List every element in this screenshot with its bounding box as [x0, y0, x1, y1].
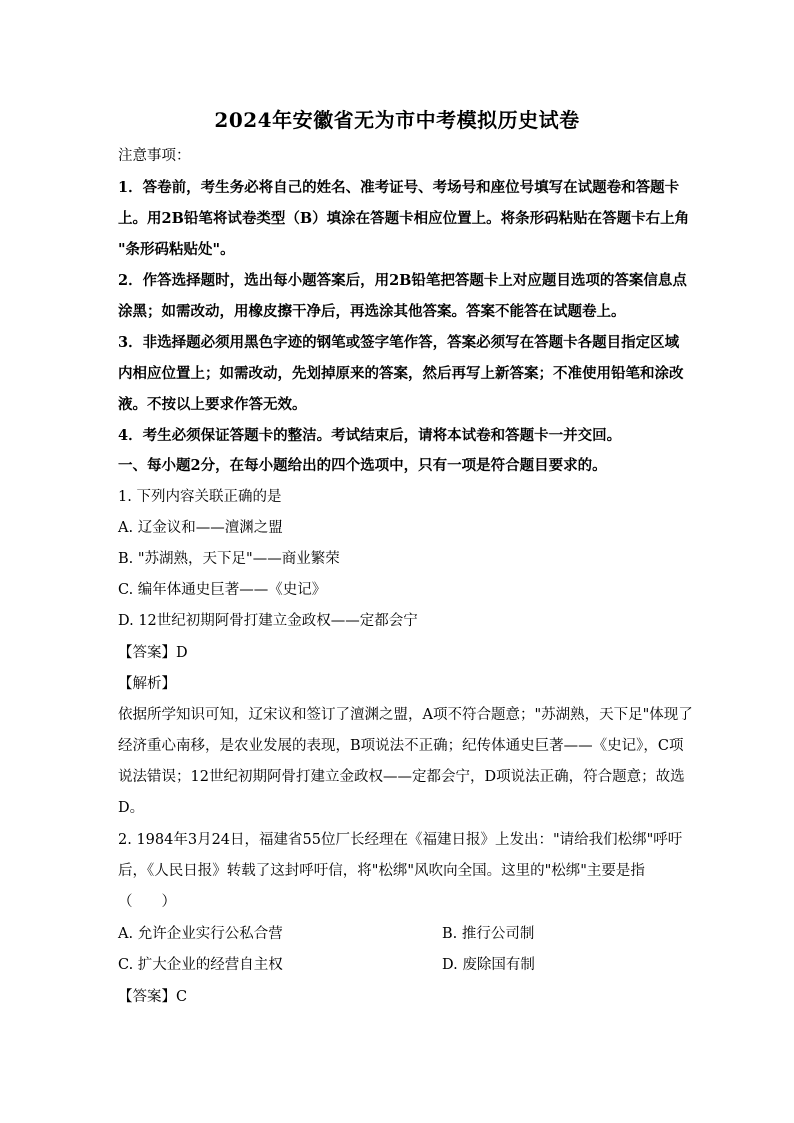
- question-1-analysis-label: 【解析】: [118, 676, 176, 692]
- question-1-analysis-line-1: 依据所学知识可知，辽宋议和签订了澶渊之盟，A项不符合题意；"苏湖熟，天下足"体现了: [118, 707, 693, 723]
- notice-item-1-line-3: "条形码粘贴处"。: [118, 241, 235, 258]
- question-1-analysis-line-2: 经济重心南移，是农业发展的表现，B项说法不正确；纪传体通史巨著——《史记》，C项: [118, 738, 684, 754]
- notice-item-2-line-2: 涂黑；如需改动，用橡皮擦干净后，再选涂其他答案。答案不能答在试题卷上。: [118, 303, 626, 320]
- question-2-answer: 【答案】C: [118, 989, 188, 1005]
- question-1-stem: 1. 下列内容关联正确的是: [118, 489, 282, 505]
- notice-heading: 注意事项：: [118, 148, 191, 164]
- notice-item-3-line-2: 内相应位置上；如需改动，先划掉原来的答案，然后再写上新答案；不准使用铅笔和涂改: [118, 365, 684, 382]
- notice-item-1-line-2: 上。用2B铅笔将试卷类型（B）填涂在答题卡相应位置上。将条形码粘贴在答题卡右上角: [118, 210, 690, 227]
- question-1-analysis-line-3: 说法错误；12世纪初期阿骨打建立金政权——定都会宁，D项说法正确，符合题意；故选: [118, 769, 685, 785]
- section-heading: 一、每小题2分，在每小题给出的四个选项中，只有一项是符合题目要求的。: [118, 457, 607, 474]
- question-1-option-b: B. "苏湖熟，天下足"——商业繁荣: [118, 551, 340, 567]
- question-1-option-c: C. 编年体通史巨著——《史记》: [118, 582, 327, 598]
- question-2-stem-line-2: 后，《人民日报》转载了这封呼吁信，将"松绑"风吹向全国。这里的"松绑"主要是指: [118, 863, 645, 879]
- question-2-option-a: A. 允许企业实行公私合营: [118, 926, 283, 942]
- question-2-option-d: D. 废除国有制: [442, 957, 535, 973]
- question-2-option-b: B. 推行公司制: [442, 926, 535, 942]
- notice-item-4-line-1: 4．考生必须保证答题卡的整洁。考试结束后，请将本试卷和答题卡一并交回。: [118, 427, 622, 444]
- question-1-answer: 【答案】D: [118, 645, 188, 661]
- question-1-option-a: A. 辽金议和——澶渊之盟: [118, 520, 283, 536]
- notice-item-3-line-1: 3．非选择题必须用黑色字迹的钢笔或签字笔作答，答案必须写在答题卡各题目指定区域: [118, 334, 680, 351]
- question-1-analysis-line-4: D。: [118, 800, 145, 816]
- question-2-stem-line-3: （ ）: [118, 894, 176, 910]
- notice-item-1-line-1: 1．答卷前，考生务必将自己的姓名、准考证号、考场号和座位号填写在试题卷和答题卡: [118, 179, 680, 196]
- notice-item-3-line-3: 液。不按以上要求作答无效。: [118, 396, 307, 413]
- page-title: 2024年安徽省无为市中考模拟历史试卷: [214, 108, 580, 132]
- notice-item-2-line-1: 2．作答选择题时，选出每小题答案后，用2B铅笔把答题卡上对应题目选项的答案信息点: [118, 272, 687, 289]
- question-2-option-c: C. 扩大企业的经营自主权: [118, 957, 283, 973]
- question-2-stem-line-1: 2. 1984年3月24日，福建省55位厂长经理在《福建日报》上发出："请给我们松绑"呼吁: [118, 832, 683, 848]
- question-1-option-d: D. 12世纪初期阿骨打建立金政权——定都会宁: [118, 613, 418, 629]
